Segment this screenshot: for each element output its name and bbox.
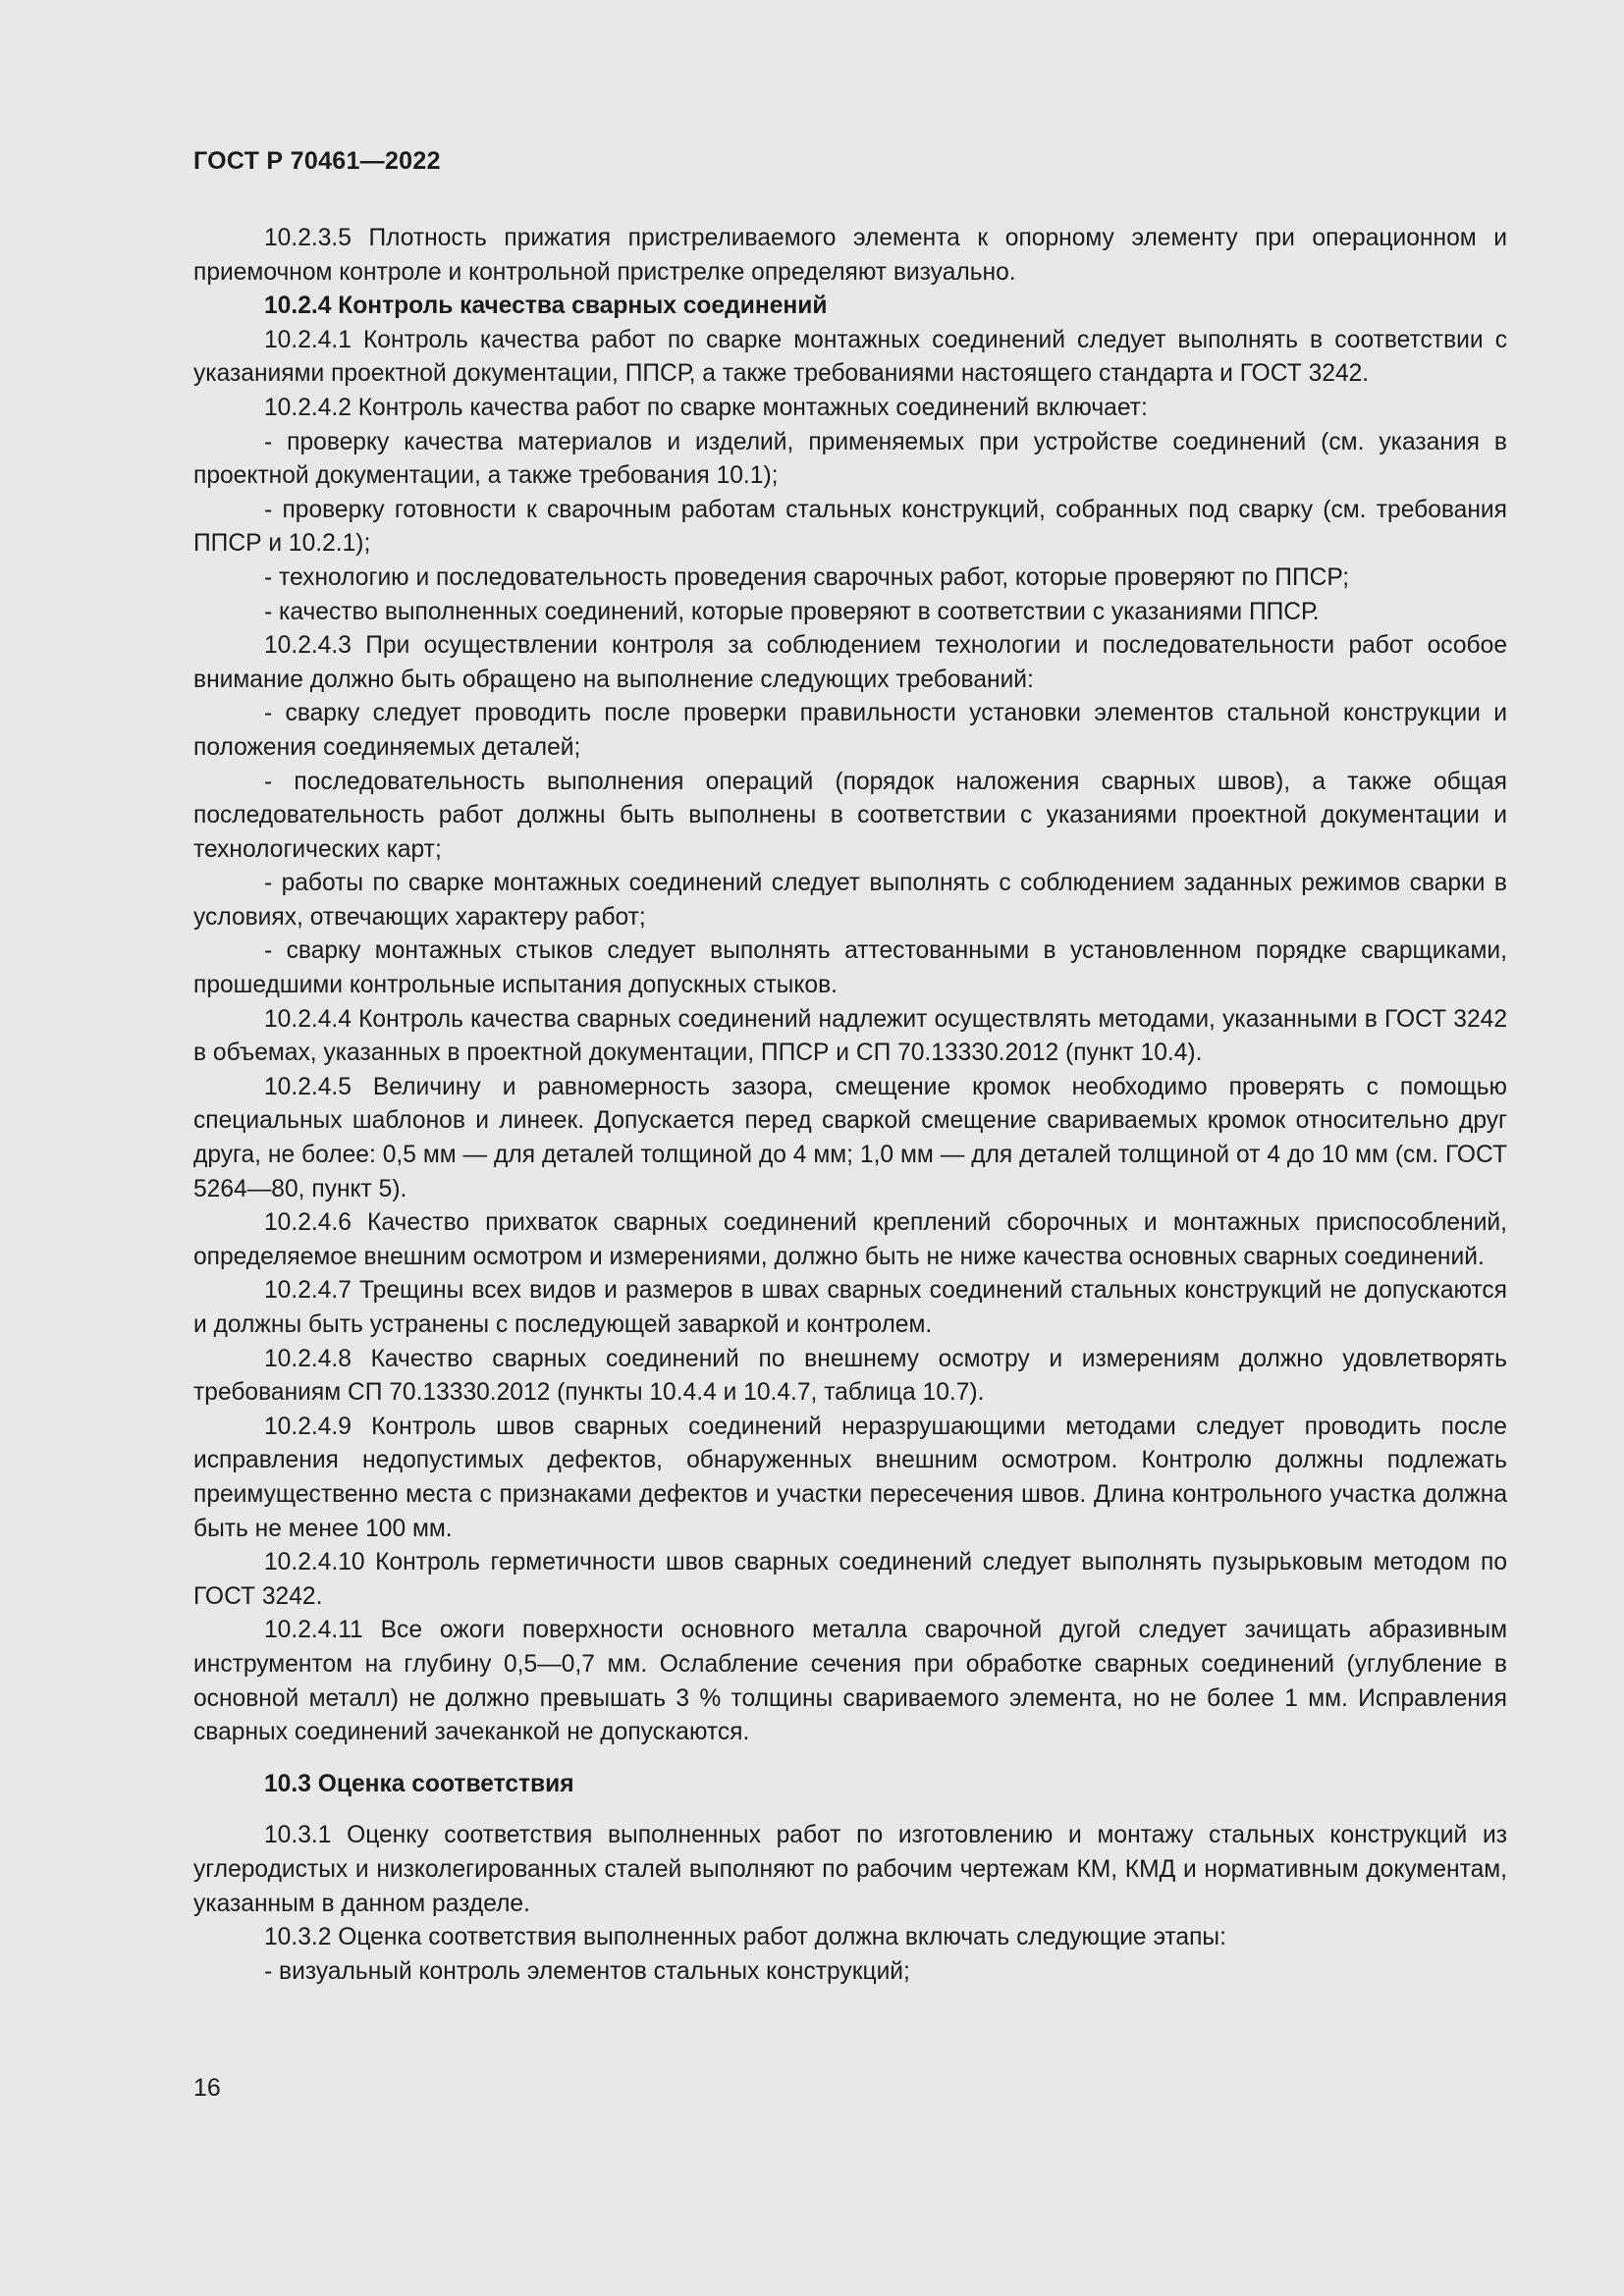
list-item: - проверку качества материалов и изделий, применяемых при устройстве соединений (см. указания в проектной документации, а также требования 10.1); (193, 428, 1507, 490)
paragraph-10-2-4-5: 10.2.4.5 Величину и равномерность зазора, смещение кромок необходимо проверять с помощью специальных шаблонов и линеек. Допускается перед сваркой смещение свариваемых кромок относительно друг друга, не более: 0,5 мм — для деталей толщиной до 4 мм; 1,0 мм — для деталей толщиной от 4 до 10 мм (см. ГОСТ 5264—80, пункт 5). (193, 1073, 1507, 1202)
list-item: - качество выполненных соединений, которые проверяют в соответствии с указаниями ППСР. (264, 598, 1320, 625)
paragraph-10-2-4-2: 10.2.4.2 Контроль качества работ по сварке монтажных соединений включает: (264, 394, 1148, 421)
document-header: ГОСТ Р 70461—2022 (193, 147, 441, 175)
paragraph-10-3-1: 10.3.1 Оценку соответствия выполненных работ по изготовлению и монтажу стальных конструкций из углеродистых и низколегированных сталей выполняют по рабочим чертежам КМ, КМД и нормативным документам, указанным в данном разделе. (193, 1822, 1507, 1917)
list-item: - технологию и последовательность проведения сварочных работ, которые проверяют по ППСР; (264, 563, 1350, 591)
section-heading-10-3: 10.3 Оценка соответствия (264, 1770, 574, 1797)
list-item: - работы по сварке монтажных соединений следует выполнять с соблюдением заданных режимов сварки в условиях, отвечающих характеру работ; (193, 870, 1507, 931)
list-item: - проверку готовности к сварочным работам стальных конструкций, собранных под сварку (см. требования ППСР и 10.2.1); (193, 496, 1507, 558)
page-number: 16 (193, 2074, 221, 2102)
paragraph-10-2-4-9: 10.2.4.9 Контроль швов сварных соединений неразрушающими методами следует проводить после исправления недопустимых дефектов, обнаруженных внешним осмотром. Контролю должны подлежать преимущественно места с признаками дефектов и участки пересечения швов. Длина контрольного участка должна быть не менее 100 мм. (193, 1413, 1507, 1542)
paragraph-10-2-4-3: 10.2.4.3 При осуществлении контроля за соблюдением технологии и последовательности работ особое внимание должно быть обращено на выполнение следующих требований: (193, 632, 1507, 693)
subsection-heading-10-2-4: 10.2.4 Контроль качества сварных соединений (264, 293, 828, 320)
list-item: - визуальный контроль элементов стальных конструкций; (264, 1957, 910, 1985)
list-item: - последовательность выполнения операций (порядок наложения сварных швов), а также общая последовательность работ должны быть выполнены в соответствии с указаниями проектной документации и технологических карт; (193, 768, 1507, 863)
paragraph-10-2-4-7: 10.2.4.7 Трещины всех видов и размеров в швах сварных соединений стальных конструкций не допускаются и должны быть устранены с последующей заваркой и контролем. (193, 1277, 1507, 1338)
list-item: - сварку монтажных стыков следует выполнять аттестованными в установленном порядке сварщиками, прошедшими контрольные испытания допускных стыков. (193, 937, 1507, 999)
list-item: - сварку следует проводить после проверки правильности установки элементов стальной конструкции и положения соединяемых деталей; (193, 700, 1507, 761)
paragraph-10-2-4-6: 10.2.4.6 Качество прихваток сварных соединений креплений сборочных и монтажных приспособлений, определяемое внешним осмотром и измерениями, должно быть не ниже качества основных сварных соединений. (193, 1209, 1507, 1270)
paragraph-10-3-2: 10.3.2 Оценка соответствия выполненных работ должна включать следующие этапы: (264, 1924, 1226, 1951)
paragraph-10-2-4-11: 10.2.4.11 Все ожоги поверхности основного металла сварочной дугой следует зачищать абразивным инструментом на глубину 0,5—0,7 мм. Ослабление сечения при обработке сварных соединений (углубление в основной металл) не должно превышать 3 % толщины свариваемого элемента, но не более 1 мм. Исправления сварных соединений зачеканкой не допускаются. (193, 1617, 1507, 1746)
paragraph-10-2-4-8: 10.2.4.8 Качество сварных соединений по внешнему осмотру и измерениям должно удовлетворять требованиям СП 70.13330.2012 (пункты 10.4.4 и 10.4.7, таблица 10.7). (193, 1345, 1507, 1407)
paragraph-10-2-3-5: 10.2.3.5 Плотность прижатия пристреливаемого элемента к опорному элементу при операционном и приемочном контроле и контрольной пристрелке определяют визуально. (193, 225, 1507, 286)
paragraph-10-2-4-10: 10.2.4.10 Контроль герметичности швов сварных соединений следует выполнять пузырьковым методом по ГОСТ 3242. (193, 1549, 1507, 1610)
paragraph-10-2-4-4: 10.2.4.4 Контроль качества сварных соединений надлежит осуществлять методами, указанными в ГОСТ 3242 в объемах, указанных в проектной документации, ППСР и СП 70.13330.2012 (пункт 10.4). (193, 1005, 1507, 1067)
paragraph-10-2-4-1: 10.2.4.1 Контроль качества работ по сварке монтажных соединений следует выполнять в соответствии с указаниями проектной документации, ППСР, а также требованиями настоящего стандарта и ГОСТ 3242. (193, 326, 1507, 388)
document-body (193, 222, 1507, 1989)
